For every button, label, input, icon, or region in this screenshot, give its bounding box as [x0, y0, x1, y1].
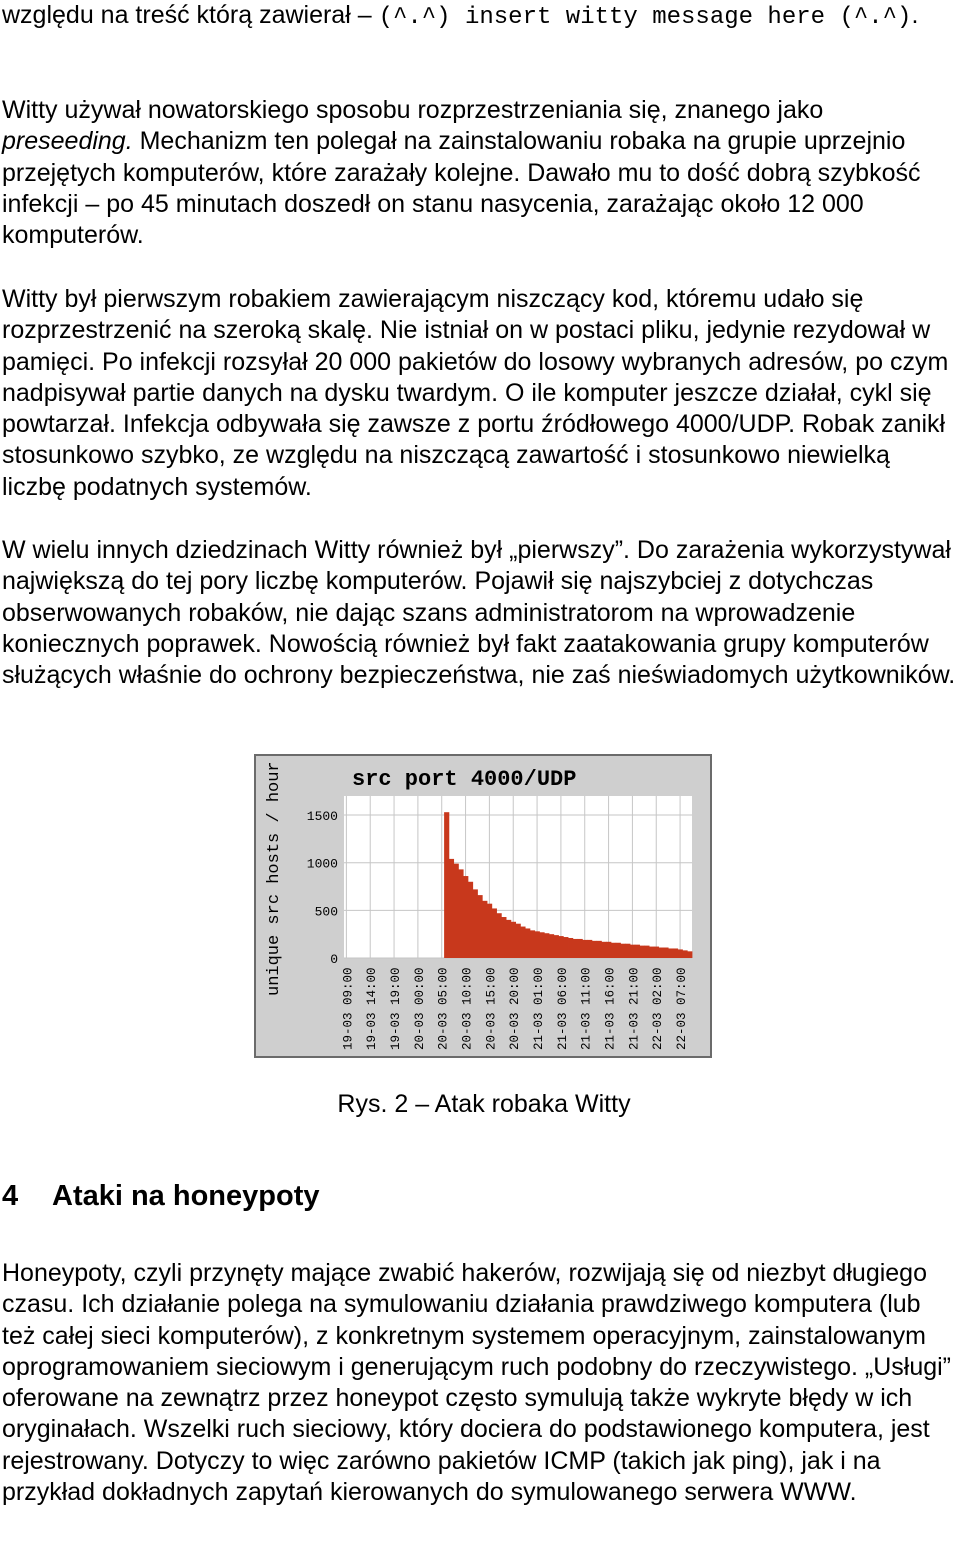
- area-bar-55: [606, 942, 611, 958]
- area-bar-32: [497, 913, 502, 958]
- area-bar-25: [463, 876, 468, 958]
- figure-caption: Rys. 2 – Atak robaka Witty: [337, 1090, 631, 1118]
- area-bar-52: [592, 941, 597, 958]
- x-tick-label-2: 19-03 19:00: [389, 967, 404, 1050]
- area-bar-29: [482, 901, 487, 958]
- area-bar-62: [640, 946, 645, 958]
- area-bar-23: [454, 864, 459, 958]
- area-bar-36: [516, 924, 521, 958]
- x-tick-label-10: 21-03 11:00: [579, 967, 594, 1050]
- area-bar-67: [663, 948, 668, 958]
- x-tick-label-0: 19-03 09:00: [341, 967, 356, 1050]
- area-bar-38: [525, 928, 530, 958]
- area-bar-51: [587, 940, 592, 958]
- y-tick-label-3: 1500: [306, 809, 338, 825]
- text-span: względu na treść którą zawierał –: [2, 1, 379, 29]
- area-bar-46: [563, 937, 568, 958]
- area-bar-27: [473, 889, 478, 958]
- paragraph-preseeding: [2, 95, 958, 251]
- x-tick-label-14: 22-03 07:00: [675, 967, 690, 1050]
- chart-canvas: [256, 756, 710, 1056]
- x-tick-label-7: 20-03 20:00: [508, 967, 523, 1050]
- area-bar-28: [477, 895, 482, 958]
- x-tick-label-5: 20-03 10:00: [460, 967, 475, 1050]
- x-tick-label-11: 21-03 16:00: [603, 967, 618, 1050]
- area-bar-40: [535, 931, 540, 958]
- area-bar-54: [601, 942, 606, 958]
- y-tick-label-1: 500: [314, 904, 338, 920]
- area-bar-33: [501, 917, 506, 958]
- y-tick-labels: [307, 809, 338, 967]
- x-tick-label-12: 21-03 21:00: [627, 967, 642, 1050]
- x-tick-label-4: 20-03 05:00: [436, 967, 451, 1050]
- area-bar-49: [578, 939, 583, 958]
- area-bar-69: [673, 948, 678, 958]
- area-bar-39: [530, 930, 535, 958]
- x-tick-labels: [341, 967, 689, 1050]
- area-bar-50: [582, 940, 587, 958]
- chart-title: src port 4000/UDP: [352, 767, 577, 792]
- area-bar-72: [687, 951, 692, 958]
- x-tick-label-1: 19-03 14:00: [365, 967, 380, 1050]
- text-span: Mechanizm ten polegał na zainstalowaniu robaka na grupie uprzejnio przejętych komputerów, które zarażały kolejne. Dawało mu to dość dobrą szybkość infekcji – po 45 minutach doszedł on stanu nasycenia, zarażając około 12 000 komputerów.: [2, 127, 921, 250]
- y-axis-label: unique src hosts / hour: [265, 761, 284, 996]
- italic-term: preseeding.: [2, 127, 133, 156]
- area-bar-41: [539, 932, 544, 958]
- area-bar-60: [630, 945, 635, 958]
- area-bar-70: [678, 949, 683, 958]
- x-tick-label-8: 21-03 01:00: [532, 967, 547, 1050]
- witty-attack-chart: [254, 754, 712, 1058]
- area-bar-71: [682, 950, 687, 958]
- area-bar-63: [644, 946, 649, 958]
- x-tick-label-13: 22-03 02:00: [651, 967, 666, 1050]
- area-bar-43: [549, 934, 554, 958]
- area-bar-22: [449, 859, 454, 958]
- paragraph-destructive: Witty był pierwszym robakiem zawierającym niszczący kod, któremu udało się rozprzestrzenić na szeroką skalę. Nie istniał on w postaci pliku, jedynie rezydował w pamięci. Po infekcji rozsyłał 20 000 pakietów do losowy wybranych adresów, po czym nadpisywał partie danych na dysku twardym. O ile komputer jeszcze działał, cykl się powtarzał. Infekcja odbywała się zawsze z portu źródłowego 4000/UDP. Robak zanikł stosunkowo szybko, ze względu na niszczącą zawartość i stosunkowo niewielką liczbę podatnych systemów.: [2, 285, 949, 501]
- area-bar-65: [654, 947, 659, 958]
- y-tick-label-0: 0: [330, 952, 338, 967]
- section-title: Ataki na honeypoty: [52, 1180, 320, 1212]
- area-bar-56: [611, 943, 616, 958]
- x-tick-label-6: 20-03 15:00: [484, 967, 499, 1050]
- area-bar-68: [668, 948, 673, 958]
- x-tick-label-3: 20-03 00:00: [412, 967, 427, 1050]
- text-span: Witty używał nowatorskiego sposobu rozprzestrzeniania się, znanego jako: [2, 96, 824, 124]
- y-tick-label-2: 1000: [306, 856, 338, 872]
- area-bar-64: [649, 947, 654, 958]
- area-bar-59: [625, 944, 630, 958]
- area-bar-24: [458, 869, 463, 958]
- section-number: 4: [2, 1180, 19, 1212]
- area-bar-44: [554, 935, 559, 958]
- area-bar-34: [506, 920, 511, 958]
- area-bar-42: [544, 933, 549, 958]
- area-bar-45: [559, 936, 564, 958]
- area-bar-47: [568, 938, 573, 958]
- area-bar-21: [444, 812, 449, 958]
- area-bar-57: [616, 943, 621, 958]
- paragraph-honeypots: Honeypoty, czyli przynęty mające zwabić hakerów, rozwijają się od niezbyt długiego czasu. Ich działanie polega na symulowaniu działania prawdziwego komputera (lub też całej sieci komputerów), z konkretnym systemem operacyjnym, zainstalowanym oprogramowaniem sieciowym i generującym ruch podobny do rzeczywistego. „Usługi” oferowane na zewnątrz przez honeypot często symulują także wykryte błędy w ich oryginałach. Wszelki ruch sieciowy, który dociera do podstawionego komputera, jest rejestrowany. Dotyczy to więc zarówno pakietów ICMP (takich jak ping), jak i na przykład dokładnych zapytań kierowanych do symulowanego serwera WWW.: [2, 1259, 952, 1507]
- area-bar-58: [620, 944, 625, 958]
- area-bar-31: [492, 908, 497, 958]
- area-bar-48: [573, 939, 578, 958]
- area-bar-53: [597, 941, 602, 958]
- area-bar-37: [520, 927, 525, 958]
- x-tick-label-9: 21-03 06:00: [555, 967, 570, 1050]
- area-bar-30: [487, 904, 492, 958]
- section-heading: [2, 1180, 320, 1213]
- paragraph-intro: [2, 0, 958, 33]
- area-bar-35: [511, 922, 516, 958]
- witty-message-code: (^.^) insert witty message here (^.^): [378, 4, 912, 31]
- area-bar-66: [659, 948, 664, 958]
- area-bar-26: [468, 882, 473, 958]
- text-span: .: [911, 1, 919, 29]
- area-bar-61: [635, 945, 640, 958]
- paragraph-firsts: W wielu innych dziedzinach Witty również był „pierwszy”. Do zarażenia wykorzystywał największą do tej pory liczbę komputerów. Pojawił się najszybciej z dotychczas obserwowanych robaków, nie dając szans administratorom na wprowadzenie koniecznych poprawek. Nowością również był fakt zaatakowania grupy komputerów służących właśnie do ochrony bezpieczeństwa, nie zaś nieświadomych użytkowników.: [2, 536, 956, 690]
